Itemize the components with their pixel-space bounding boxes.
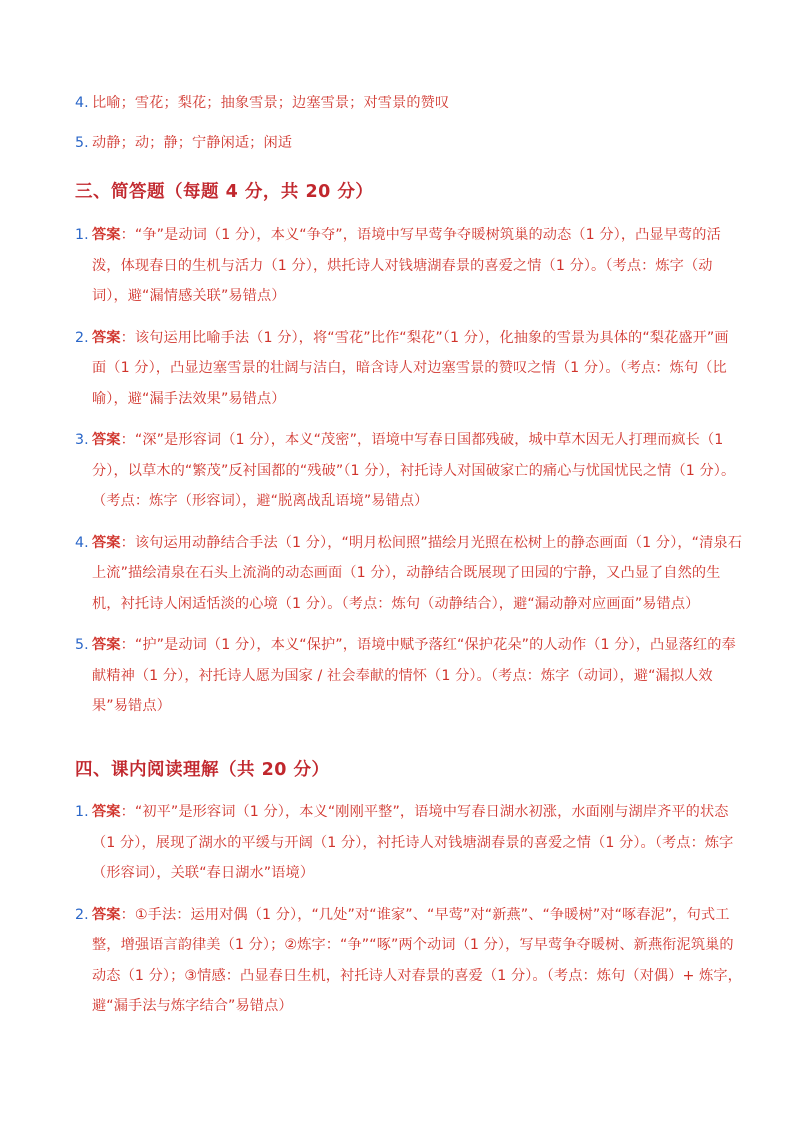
answer-label: 答案	[92, 227, 121, 243]
list-item	[75, 323, 742, 415]
item-text: ：“初平”是形容词（1 分），本义“刚刚平整”，语境中写春日湖水初涨，水面刚与湖岸齐平的状态（1 分），展现了湖水的平缓与开阔（1 分），衬托诗人对钱塘湖春景的喜爱之情（1 分）。（考点：炼字（形容词），关联“春日湖水”语境）	[92, 804, 734, 881]
answer-label: 答案	[92, 329, 121, 346]
item-number: 2.	[75, 906, 89, 923]
list-item	[75, 425, 742, 517]
list-item	[75, 220, 742, 312]
short-answer-list	[0, 220, 742, 733]
list-item	[75, 630, 742, 722]
item-text: ：“护”是动词（1 分），本义“保护”，语境中赋予落红“保护花朵”的人动作（1 分），凸显落红的奉献精神（1 分），衬托诗人愿为国家 / 社会奉献的情怀（1 分）。（考点：炼字（动词），避“漏拟人效果”易错点）	[92, 637, 736, 714]
item-number: 5.	[75, 134, 89, 151]
answer-label: 答案	[92, 534, 121, 551]
item-text: ：该句运用比喻手法（1 分），将“雪花”比作“梨花”（1 分），化抽象的雪景为具体的“梨花盛开”画面（1 分），凸显边塞雪景的壮阔与洁白，暗含诗人对边塞雪景的赞叹之情（1 分）。（考点：炼句（比喻），避“漏手法效果”易错点）	[92, 329, 729, 407]
item-text: 动静；动；静；宁静闲适；闲适	[92, 134, 293, 151]
reading-answer-list	[0, 797, 742, 1033]
item-number: 4.	[75, 95, 89, 111]
item-text: ：“争”是动词（1 分），本义“争夺”，语境中写早莺争夺暖树筑巢的动态（1 分），凸显早莺的活泼，体现春日的生机与活力（1 分），烘托诗人对钱塘湖春景的喜爱之情（1 分）。（考点：炼字（动词），避“漏情感关联”易错点）	[92, 227, 721, 304]
item-number: 4.	[75, 534, 89, 551]
item-text: ：①手法：运用对偶（1 分），“几处”对“谁家”、“早莺”对“新燕”、“争暖树”对“啄春泥”，句式工整，增强语言韵律美（1 分）；②炼字：“争”“啄”两个动词（1 分），写早莺争夺暖树、新燕衔泥筑巢的动态（1 分）；③情感：凸显春日生机，衬托诗人对春景的喜爱（1 分）。（考点：炼句（对偶）+ 炼字，避“漏手法与炼字结合”易错点）	[92, 906, 742, 1014]
list-item	[75, 528, 742, 620]
answer-label: 答案	[92, 432, 121, 448]
item-number: 5.	[75, 637, 89, 653]
answer-label: 答案	[92, 906, 121, 923]
list-item	[75, 88, 742, 119]
item-number: 1.	[75, 227, 89, 243]
list-item	[75, 797, 742, 889]
list-item	[75, 128, 742, 159]
answer-label: 答案	[92, 804, 121, 820]
section-heading: 四、课内阅读理解（共 20 分）	[75, 760, 330, 780]
item-number: 1.	[75, 804, 89, 820]
item-text: 比喻；雪花；梨花；抽象雪景；边塞雪景；对雪景的赞叹	[92, 95, 450, 111]
item-number: 3.	[75, 432, 89, 448]
item-number: 2.	[75, 329, 89, 346]
list-item	[75, 900, 742, 1022]
section-heading: 三、简答题（每题 4 分，共 20 分）	[75, 182, 374, 202]
item-text: ：“深”是形容词（1 分），本义“茂密”，语境中写春日国都残破，城中草木因无人打理而疯长（1 分），以草木的“繁茂”反衬国都的“残破”（1 分），衬托诗人对国破家亡的痛心与忧国忧民之情（1 分）。（考点：炼字（形容词），避“脱离战乱语境”易错点）	[92, 432, 736, 509]
item-text: ：该句运用动静结合手法（1 分），“明月松间照”描绘月光照在松树上的静态画面（1 分），“清泉石上流”描绘清泉在石头上流淌的动态画面（1 分），动静结合既展现了田园的宁静，又凸显了自然的生机，衬托诗人闲适恬淡的心境（1 分）。（考点：炼句（动静结合），避“漏动静对应画面”易错点）	[92, 534, 742, 612]
answer-label: 答案	[92, 637, 121, 653]
fill-answer-list	[0, 88, 742, 167]
